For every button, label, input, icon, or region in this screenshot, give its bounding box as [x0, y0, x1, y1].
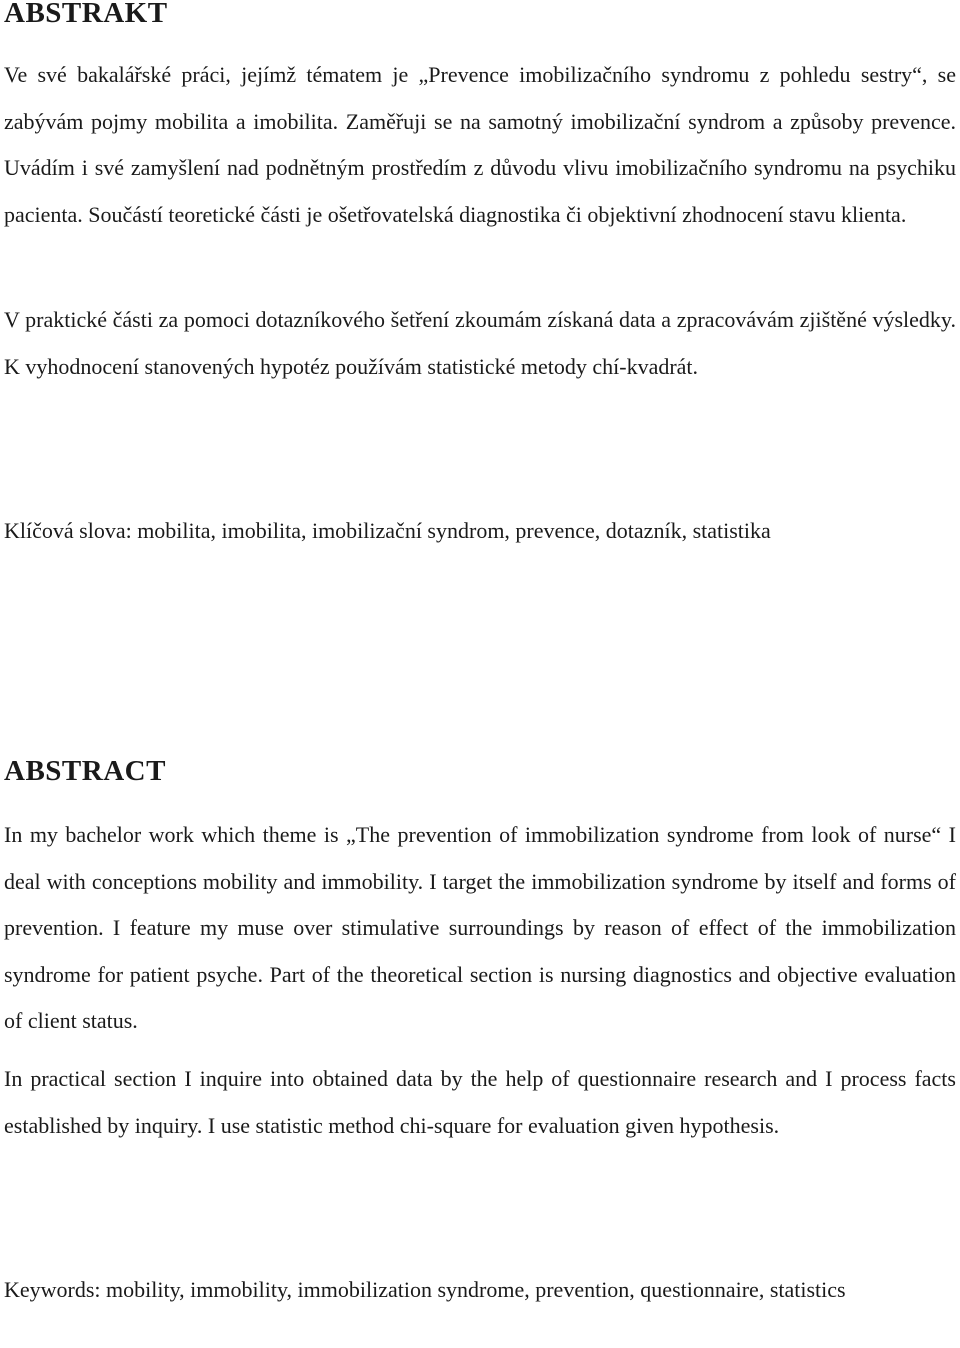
english-abstract-heading: ABSTRACT [4, 755, 166, 787]
english-abstract-paragraph-2: In practical section I inquire into obtained data by the help of questionnaire research and I process facts established by inquiry. I use statistic method chi-square for evaluation given hypothesis. [4, 1066, 956, 1138]
czech-abstract-paragraph-2: V praktické části za pomoci dotazníkového šetření zkoumám získaná data a zpracovávám zjištěné výsledky. K vyhodnocení stanovených hypotéz používám statistické metody chí-kvadrát. [4, 307, 956, 379]
english-keywords: Keywords: mobility, immobility, immobilization syndrome, prevention, questionnaire, statistics [4, 1277, 846, 1302]
english-abstract-paragraph-1: In my bachelor work which theme is „The prevention of immobilization syndrome from look of nurse“ I deal with conceptions mobility and immobility. I target the immobilization syndrome by itself and forms of prevention. I feature my muse over stimulative surroundings by reason of effect of the immobilization syndrome for patient psyche. Part of the theoretical section is nursing diagnostics and objective evaluation of client status. [4, 822, 956, 1033]
czech-abstract-paragraph-1: Ve své bakalářské práci, jejímž tématem je „Prevence imobilizačního syndromu z pohledu sestry“, se zabývám pojmy mobilita a imobilita. Zaměřuji se na samotný imobilizační syndrom a způsoby prevence. Uvádím i své zamyšlení nad podnětným prostředím z důvodu vlivu imobilizačního syndromu na psychiku pacienta. Součástí teoretické části je ošetřovatelská diagnostika či objektivní zhodnocení stavu klienta. [4, 62, 956, 227]
czech-keywords: Klíčová slova: mobilita, imobilita, imobilizační syndrom, prevence, dotazník, statistika [4, 518, 771, 543]
czech-abstract-heading: ABSTRAKT [4, 0, 168, 29]
